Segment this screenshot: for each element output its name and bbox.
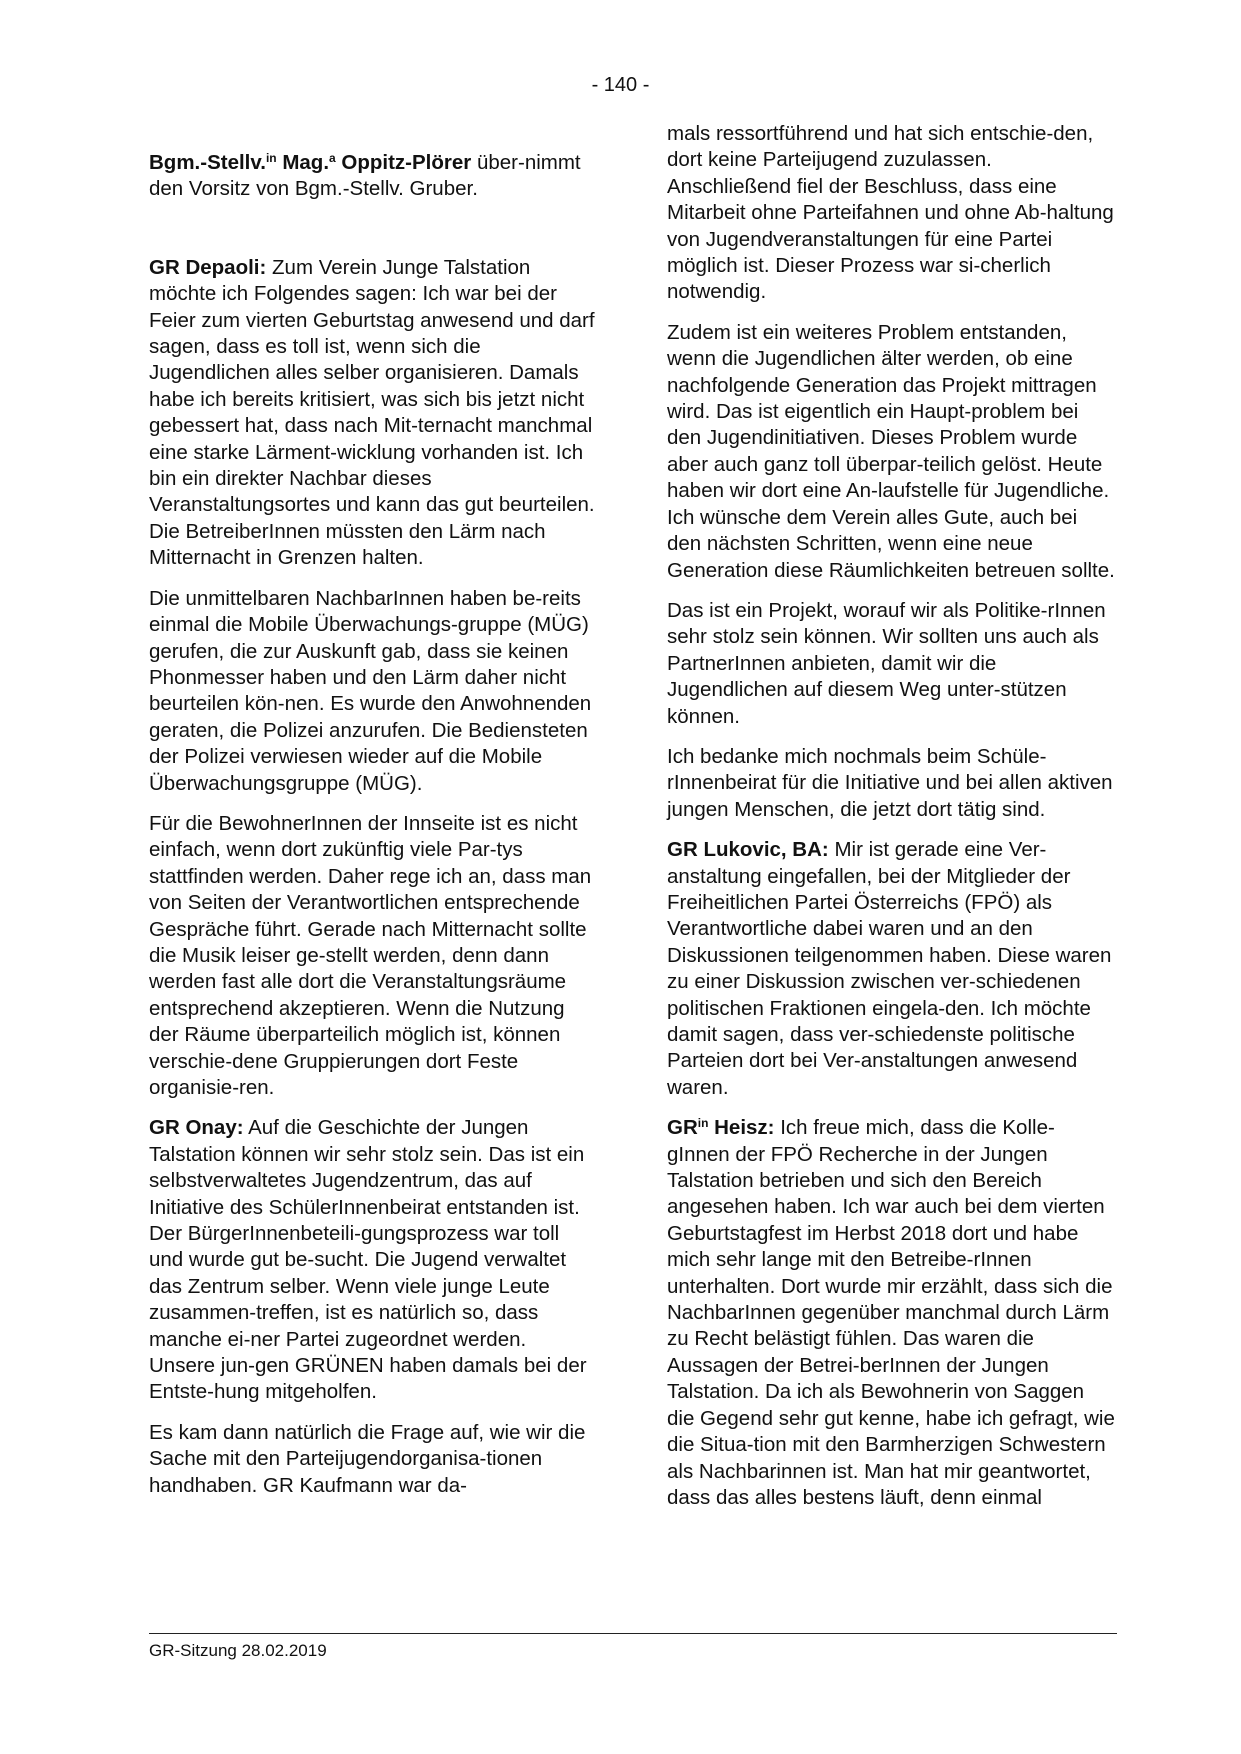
speaker-depaoli: GR Depaoli: — [149, 255, 267, 279]
speaker-title: GR — [667, 1116, 698, 1140]
left-column — [149, 150, 597, 1513]
paragraph-projekt: Das ist ein Projekt, worauf wir als Politike-rInnen sehr stolz sein können. Wir sollten uns auch als PartnerInnen anbieten, damit wir die Jugendlichen auf diesem Weg unter-stützen können. — [667, 598, 1106, 728]
paragraph-continuation: mals ressortführend und hat sich entschie-den, dort keine Parteijugend zuzulassen. Anschließend fiel der Beschluss, dass eine Mitarbeit ohne Parteifahnen und ohne Ab-haltung von Jugendveranstaltungen für eine Partei möglich ist. Dieser Prozess war si-cherlich notwendig. — [667, 122, 1114, 304]
paragraph-heisz — [667, 1115, 1115, 1511]
paragraph-lukovic — [667, 837, 1115, 1101]
paragraph-onay — [149, 1115, 597, 1405]
footer-divider — [149, 1633, 1117, 1634]
paragraph-generation: Zudem ist ein weiteres Problem entstanden, wenn die Jugendlichen älter werden, ob eine nachfolgende Generation das Projekt mittragen wird. Das ist eigentlich ein Haupt-problem bei den Jugendinitiativen. Dieses Problem wurde aber auch ganz toll überpar-teilich gelöst. Heute haben wir dort eine An-laufstelle für Jugendliche. Ich wünsche dem Verein alles Gute, auch bei den nächsten Schritten, wenn eine neue Generation diese Räumlichkeiten betreuen sollte. — [667, 320, 1115, 582]
paragraph-text: Ich freue mich, dass die Kolle-gInnen der FPÖ Recherche in der Jungen Talstation betrieben und sich den Bereich angesehen haben. Ich war auch bei dem vierten Geburtstagfest im Herbst 2018 dort und habe mich sehr lange mit den Betreibe-rInnen unterhalten. Dort wurde mir erzählt, dass sich die NachbarInnen gegenüber manchmal durch Lärm zu Recht belästigt fühlen. Das waren die Aussagen der Betrei-berInnen der Jungen Talstation. Da ich als Bewohnerin von Saggen die Gegend sehr gut kenne, habe ich gefragt, wie die Situa-tion mit den Barmherzigen Schwestern als Nachbarinnen ist. Man hat mir geantwortet, dass das alles bestens läuft, denn einmal — [667, 1116, 1115, 1509]
footer-session-date: GR-Sitzung 28.02.2019 — [149, 1641, 327, 1660]
paragraph-text: über-nimmt den Vorsitz von Bgm.-Stellv. Gruber. — [149, 151, 581, 201]
speaker-title: Bgm.-Stellv. — [149, 151, 266, 174]
speaker-name: Heisz: — [708, 1116, 775, 1140]
speaker-oppitz-ploerer — [149, 151, 471, 174]
speaker-title-suffix: in — [697, 1116, 709, 1131]
paragraph-mueg: Die unmittelbaren NachbarInnen haben be-reits einmal die Mobile Überwachungs-gruppe (MÜG) gerufen, die zur Auskunft gab, dass sie keinen Phonmesser haben und den Lärm daher nicht beurteilen kön-nen. Es wurde den Anwohnenden geraten, die Polizei anzurufen. Die Bediensteten der Polizei verwiesen wieder auf die Mobile Überwachungsgruppe (MÜG). — [149, 586, 592, 795]
paragraph-text: Mir ist gerade eine Ver-anstaltung eingefallen, bei der Mitglieder der Freiheitlichen Partei Österreichs (FPÖ) als Verantwortliche dabei waren und an den Diskussionen teilgenommen haben. Diese waren zu einer Diskussion zwischen ver-schiedenen politischen Fraktionen eingela-den. Ich möchte damit sagen, dass ver-schiedenste politische Parteien dort bei Ver-anstaltungen anwesend waren. — [667, 838, 1112, 1099]
right-column — [667, 121, 1115, 1525]
paragraph-text: Zum Verein Junge Talstation möchte ich Folgendes sagen: Ich war bei der Feier zum vierten Geburtstag anwesend und darf sagen, dass es toll ist, wenn sich die Jugendlichen alles selber organisieren. Damals habe ich bereits kritisiert, was sich bis jetzt nicht gebessert hat, dass nach Mit-ternacht manchmal eine starke Lärment-wicklung vorhanden ist. Ich bin ein direkter Nachbar dieses Veranstaltungsortes und kann das gut beurteilen. Die BetreiberInnen müssten den Lärm nach Mitternacht in Grenzen halten. — [149, 255, 595, 570]
speaker-onay: GR Onay: — [149, 1116, 244, 1140]
paragraph-text: Auf die Geschichte der Jungen Talstation können wir sehr stolz sein. Das ist ein selbstverwaltetes Jugendzentrum, das auf Initiative des SchülerInnenbeirat entstanden ist. Der BürgerInnenbeteili-gungsprozess war toll und wurde gut be-sucht. Die Jugend verwaltet das Zentrum selber. Wenn viele junge Leute zusammen-treffen, ist es natürlich so, dass manche ei-ner Partei zugeordnet werden. Unsere jun-gen GRÜNEN haben damals bei der Entste-hung mitgeholfen. — [149, 1116, 587, 1404]
paragraph-chair-change — [149, 150, 597, 203]
speaker-title-suffix: in — [265, 151, 277, 165]
paragraph-innseite: Für die BewohnerInnen der Innseite ist es nicht einfach, wenn dort zukünftig viele Par-tys stattfinden werden. Daher rege ich an, dass man von Seiten der Verantwortlichen entsprechende Gespräche führt. Gerade nach Mitternacht sollte die Musik leiser ge-stellt werden, denn dann werden fast alle dort die Veranstaltungsräume entsprechend akzeptieren. Wenn die Nutzung der Räume überparteilich möglich ist, können verschie-dene Gruppierungen dort Feste organisie-ren. — [149, 811, 592, 1099]
speaker-heisz — [667, 1116, 775, 1139]
speaker-degree: Mag. — [276, 151, 330, 174]
speaker-degree-suffix: a — [329, 151, 336, 165]
paragraph-dank: Ich bedanke mich nochmals beim Schüle-rInnenbeirat für die Initiative und bei allen aktiven jungen Menschen, die jetzt dort tätig sind. — [667, 744, 1113, 821]
speaker-lukovic: GR Lukovic, BA: — [667, 838, 829, 862]
page-number: - 140 - — [591, 74, 650, 96]
speaker-name: Oppitz-Plörer — [335, 151, 472, 174]
paragraph-parteijugend: Es kam dann natürlich die Frage auf, wie wir die Sache mit den Parteijugendorganisa-tionen handhaben. GR Kaufmann war da- — [149, 1420, 586, 1497]
paragraph-depaoli — [149, 255, 597, 572]
